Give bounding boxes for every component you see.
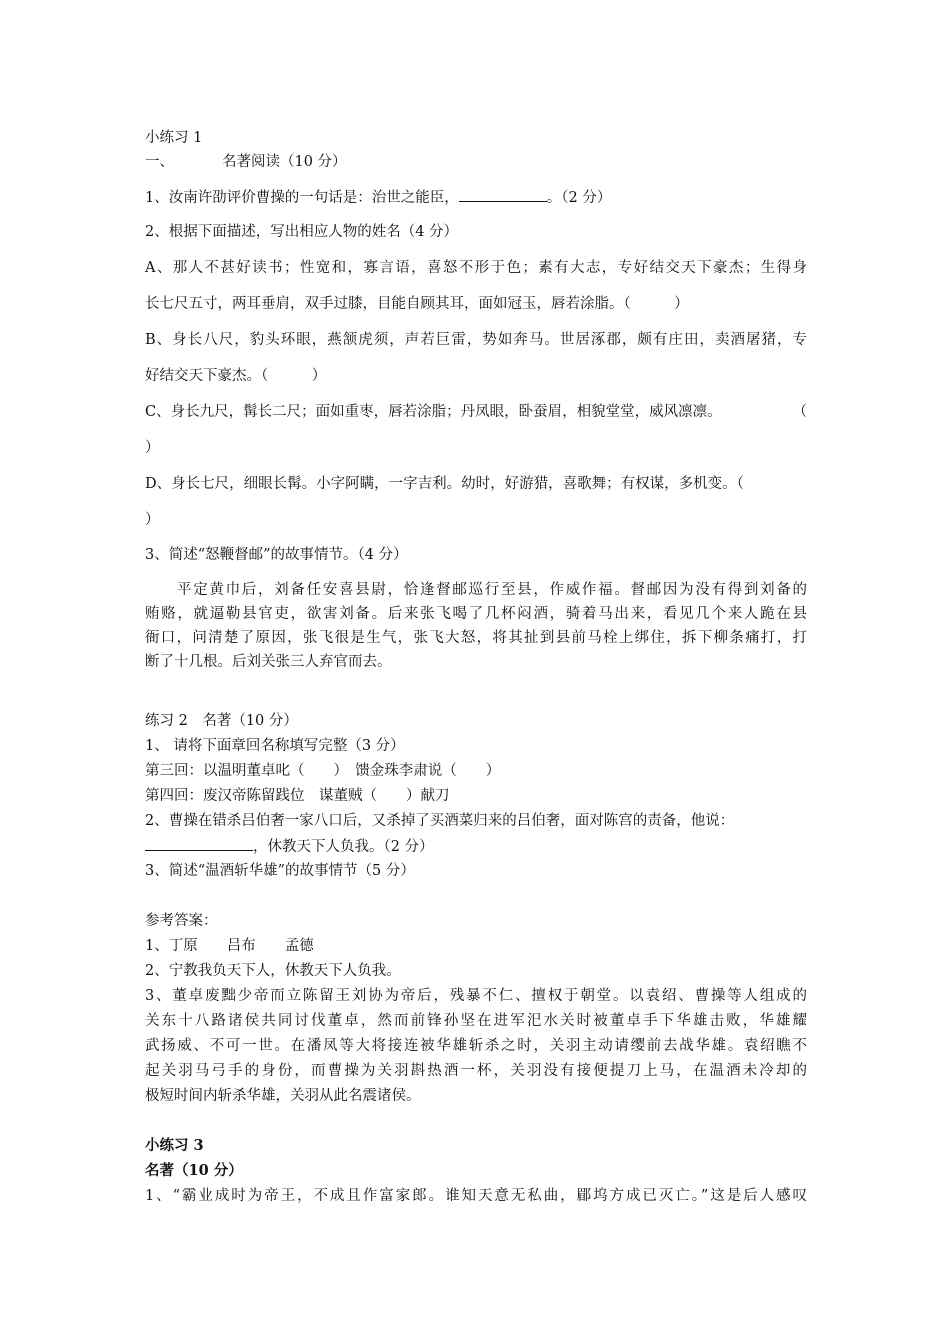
practice3-question-1: 1、“霸业成时为帝王，不成且作富家郎。谁知天意无私曲，郿坞方成已灭亡。”这是后人感叹 (145, 1188, 807, 1204)
question-2c-text: C、身长九尺，髯长二尺；面如重枣，唇若涂脂；丹凤眼，卧蚕眉，相貌堂堂，威风凛凛。 (145, 404, 722, 420)
question-2c-line1 (145, 402, 807, 422)
practice2-question-2-line2 (145, 836, 807, 857)
practice2-title: 练习 2 名著（10 分） (145, 713, 298, 729)
practice2-question-2-line1: 2、曹操在错杀吕伯奢一家八口后，又杀掉了买酒菜归来的吕伯奢，面对陈宫的责备，他说： (145, 813, 735, 829)
question-1 (145, 187, 807, 208)
question-3: 3、简述“怒鞭督邮”的故事情节。（4 分） (145, 547, 408, 563)
question-2a-line2: 长七尺五寸，两耳垂肩，双手过膝，目能自顾其耳，面如冠玉，唇若涂脂。（ ） (145, 296, 689, 312)
reference-answer-3-line3: 武扬威、不可一世。在潘凤等大将接连被华雄斩杀之时，关羽主动请缨前去战华雄。袁绍瞧不 (145, 1038, 807, 1054)
answer-line-1: 平定黄巾后，刘备任安喜县尉，恰逢督邮巡行至县，作威作福。督邮因为没有得到刘备的 (177, 582, 807, 598)
question-2b-line2: 好结交天下豪杰。（ ） (145, 368, 327, 384)
practice2-question-3: 3、简述“温酒斩华雄”的故事情节（5 分） (145, 863, 415, 879)
question-2d-line1: D、身长七尺，细眼长髯。小字阿瞒，一字吉利。幼时，好游猎，喜歌舞；有权谋，多机变。（ (145, 476, 744, 492)
question-2b-line1: B、身长八尺，豹头环眼，燕颔虎须，声若巨雷，势如奔马。世居涿郡，颇有庄田，卖酒屠猪，专 (145, 332, 807, 348)
question-2a-line1: A、那人不甚好读书；性宽和，寡言语，喜怒不形于色；素有大志，专好结交天下豪杰；生得身 (145, 260, 807, 276)
practice2-question-1: 1、 请将下面章回名称填写完整（3 分） (145, 738, 405, 754)
practice2-question-2-text: ，休教天下人负我。（2 分） (253, 839, 434, 855)
answer-line-4: 断了十几根。后刘关张三人弃官而去。 (145, 654, 392, 670)
question-2c-paren: （ (792, 404, 807, 420)
reference-answer-2: 2、宁教我负天下人，休教天下人负我。 (145, 963, 401, 979)
reference-answer-3-line5: 极短时间内斩杀华雄，关羽从此名震诸侯。 (145, 1088, 421, 1104)
answer-line-2: 贿赂，就逼勒县官吏，欲害刘备。后来张飞喝了几杯闷酒，骑着马出来，看见几个来人跪在县 (145, 606, 807, 622)
reference-answer-1: 1、丁原 吕布 孟德 (145, 938, 314, 954)
reference-answer-3-line4: 起关羽马弓手的身份，而曹操为关羽斟热酒一杯，关羽没有接便提刀上马，在温酒未冷却的 (145, 1063, 807, 1079)
practice1-title: 小练习 1 (145, 130, 203, 146)
answer-blank (459, 187, 547, 202)
reference-answer-3-line1: 3、董卓废黜少帝而立陈留王刘协为帝后，残暴不仁、擅权于朝堂。以袁绍、曹操等人组成的 (145, 988, 807, 1004)
practice3-title: 小练习 3 (145, 1137, 204, 1154)
answer-line-3: 衙口，问清楚了原因，张飞很是生气，张飞大怒，将其扯到县前马栓上绑住，拆下柳条痛打，打 (145, 630, 807, 646)
reference-answers-title: 参考答案： (145, 913, 218, 929)
question-1-score: 。（2 分） (546, 190, 612, 206)
heading-number: 一、 (145, 154, 174, 170)
practice1-heading (145, 152, 807, 172)
heading-text: 名著阅读（10 分） (222, 154, 347, 170)
practice3-heading: 名著（10 分） (145, 1162, 243, 1179)
question-2d-line2: ） (145, 512, 160, 528)
chapter-3: 第三回：以温明董卓叱（ ） 馈金珠李肃说（ ） (145, 763, 501, 779)
question-2: 2、根据下面描述，写出相应人物的姓名（4 分） (145, 224, 459, 240)
answer-blank (145, 836, 253, 851)
chapter-4: 第四回：废汉帝陈留践位 谋董贼（ ）献刀 (145, 788, 450, 804)
question-2c-line2: ） (145, 440, 160, 456)
question-1-text: 1、汝南许劭评价曹操的一句话是：治世之能臣， (145, 190, 459, 206)
reference-answer-3-line2: 关东十八路诸侯共同讨伐董卓，然而前锋孙坚在进军汜水关时被董卓手下华雄击败，华雄耀 (145, 1013, 807, 1029)
